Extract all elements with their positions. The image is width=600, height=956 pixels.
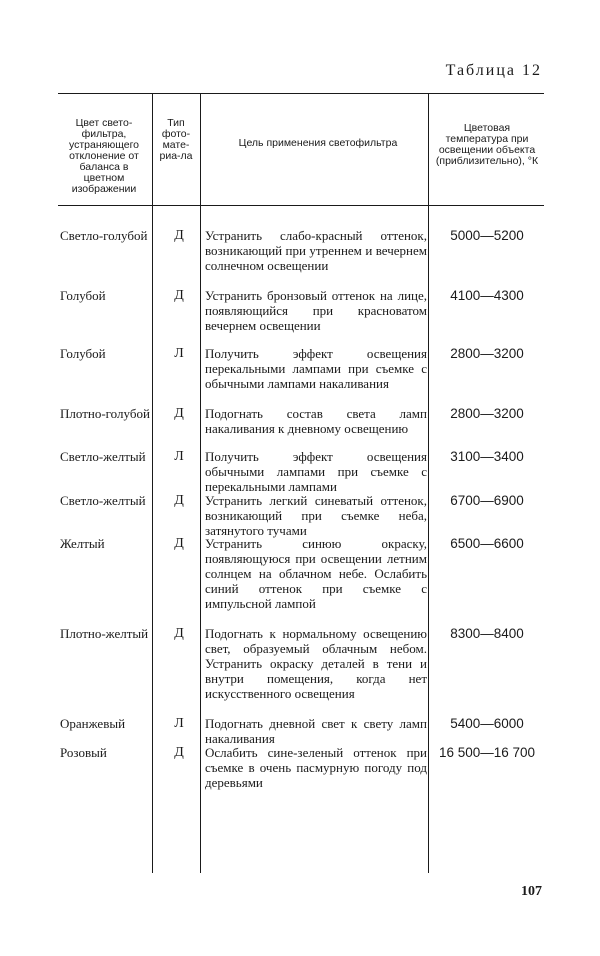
filter-color: Светло-желтый <box>60 493 146 508</box>
filter-purpose: Подогнать дневной свет к свету ламп накаливания <box>205 716 427 746</box>
column-divider <box>152 93 153 873</box>
filter-color: Розовый <box>60 745 107 760</box>
filter-color: Оранжевый <box>60 716 126 731</box>
material-type: Д <box>174 406 184 421</box>
page-number: 107 <box>521 884 542 899</box>
filter-purpose: Получить эффект освещения обычными лампами при съемке с перекальными лампами <box>205 449 427 494</box>
material-type: Д <box>174 493 184 508</box>
filter-table <box>58 93 544 873</box>
color-temperature: 16 500—16 700 <box>438 745 536 760</box>
filter-color: Плотно-желтый <box>60 626 149 641</box>
column-divider <box>200 93 201 873</box>
filter-color: Голубой <box>60 288 106 303</box>
material-type: Д <box>174 745 184 760</box>
material-type: Д <box>174 626 184 641</box>
material-type: Л <box>174 716 184 731</box>
filter-purpose: Подогнать состав света ламп накаливания к дневному освещению <box>205 406 427 436</box>
filter-purpose: Устранить бронзовый оттенок на лице, появляющийся при красноватом вечернем освещении <box>205 288 427 333</box>
filter-color: Плотно-голубой <box>60 406 150 421</box>
color-temperature: 6700—6900 <box>450 493 524 508</box>
header-type: Тип фото-мате-риа-ла <box>159 117 193 162</box>
color-temperature: 5000—5200 <box>450 228 524 243</box>
color-temperature: 4100—4300 <box>450 288 524 303</box>
material-type: Д <box>174 228 184 243</box>
filter-color: Голубой <box>60 346 106 361</box>
filter-color: Светло-желтый <box>60 449 146 464</box>
filter-purpose: Подогнать к нормальному освещению свет, образуемый облачным небом. Устранить окраску деталей в тени и внутри помещения, когда нет искусственного освещения <box>205 626 427 701</box>
color-temperature: 6500—6600 <box>450 536 524 551</box>
material-type: Д <box>174 288 184 303</box>
header-rule <box>58 205 544 206</box>
filter-purpose: Получить эффект освещения перекальными лампами при съемке с обычными лампами накаливания <box>205 346 427 391</box>
filter-purpose: Устранить синюю окраску, появляющуюся при освещении летним солнцем на облачном небе. Ослабить синий оттенок при съемке с импульсной лампой <box>205 536 427 611</box>
color-temperature: 5400—6000 <box>450 716 524 731</box>
header-purpose: Цель применения светофильтра <box>238 137 398 149</box>
table-caption: Таблица 12 <box>445 62 542 79</box>
material-type: Л <box>174 449 184 464</box>
filter-purpose: Ослабить сине-зеленый оттенок при съемке в очень пасмурную погоду под деревьями <box>205 745 427 790</box>
filter-purpose: Устранить слабо-красный оттенок, возникающий при утреннем и вечернем солнечном освещении <box>205 228 427 273</box>
table-top-rule <box>58 93 544 94</box>
filter-purpose: Устранить легкий синеватый оттенок, возникающий при съемке неба, затянутого тучами <box>205 493 427 538</box>
color-temperature: 2800—3200 <box>450 406 524 421</box>
material-type: Л <box>174 346 184 361</box>
color-temperature: 8300—8400 <box>450 626 524 641</box>
filter-color: Светло-голубой <box>60 228 148 243</box>
filter-color: Желтый <box>60 536 105 551</box>
color-temperature: 2800—3200 <box>450 346 524 361</box>
color-temperature: 3100—3400 <box>450 449 524 464</box>
column-divider <box>428 93 429 873</box>
header-color: Цвет свето-фильтра, устраняющего отклонение от баланса в цветном изображении <box>68 117 140 195</box>
header-temperature: Цветовая температура при освещении объекта (приблизительно), °К <box>435 122 539 167</box>
material-type: Д <box>174 536 184 551</box>
